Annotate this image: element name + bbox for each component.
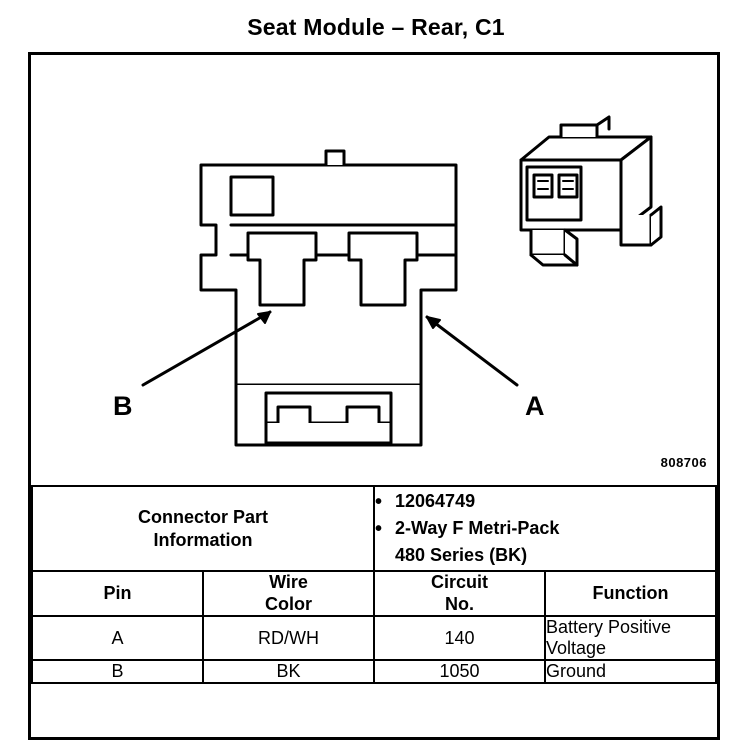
header-function: Function: [545, 571, 716, 616]
illustration-part-number: 808706: [660, 455, 707, 470]
row-circuit-no: 1050: [374, 660, 545, 683]
connector-part-info-label: [32, 486, 374, 571]
header-pin: Pin: [32, 571, 203, 616]
connector-illustration: [31, 55, 717, 485]
header-wire-color: [203, 571, 374, 616]
table-header-row: [32, 571, 716, 616]
connector-part-info-label-line2: Information: [153, 529, 253, 550]
row-function: Battery Positive Voltage: [545, 616, 716, 660]
connector-table: [31, 485, 717, 684]
row-pin: B: [32, 660, 203, 683]
header-circuit-no: [374, 571, 545, 616]
connector-part-info-label-line1: Connector Part: [137, 507, 269, 528]
header-wire-color-line2: Color: [265, 593, 312, 614]
row-function: Ground: [545, 660, 716, 683]
table-row: [32, 616, 716, 660]
row-wire-color: BK: [203, 660, 374, 683]
connector-type: • 2-Way F Metri-Pack: [375, 517, 715, 541]
row-circuit-no: 140: [374, 616, 545, 660]
table-row: [32, 660, 716, 683]
header-circuit-line1: Circuit: [430, 572, 488, 593]
diagram-frame: [28, 52, 720, 740]
page-title: Seat Module – Rear, C1: [247, 14, 505, 40]
connector-part-number: • 12064749: [375, 490, 715, 514]
callout-label-a: A: [525, 391, 545, 421]
callout-label-b: B: [113, 391, 133, 421]
connector-series: 480 Series (BK): [395, 544, 528, 565]
connector-part-info-values: [374, 486, 716, 571]
header-wire-color-line1: Wire: [269, 572, 308, 593]
row-pin: A: [32, 616, 203, 660]
header-circuit-line2: No.: [445, 593, 474, 614]
row-wire-color: RD/WH: [203, 616, 374, 660]
connector-part-info-row: [32, 486, 716, 571]
